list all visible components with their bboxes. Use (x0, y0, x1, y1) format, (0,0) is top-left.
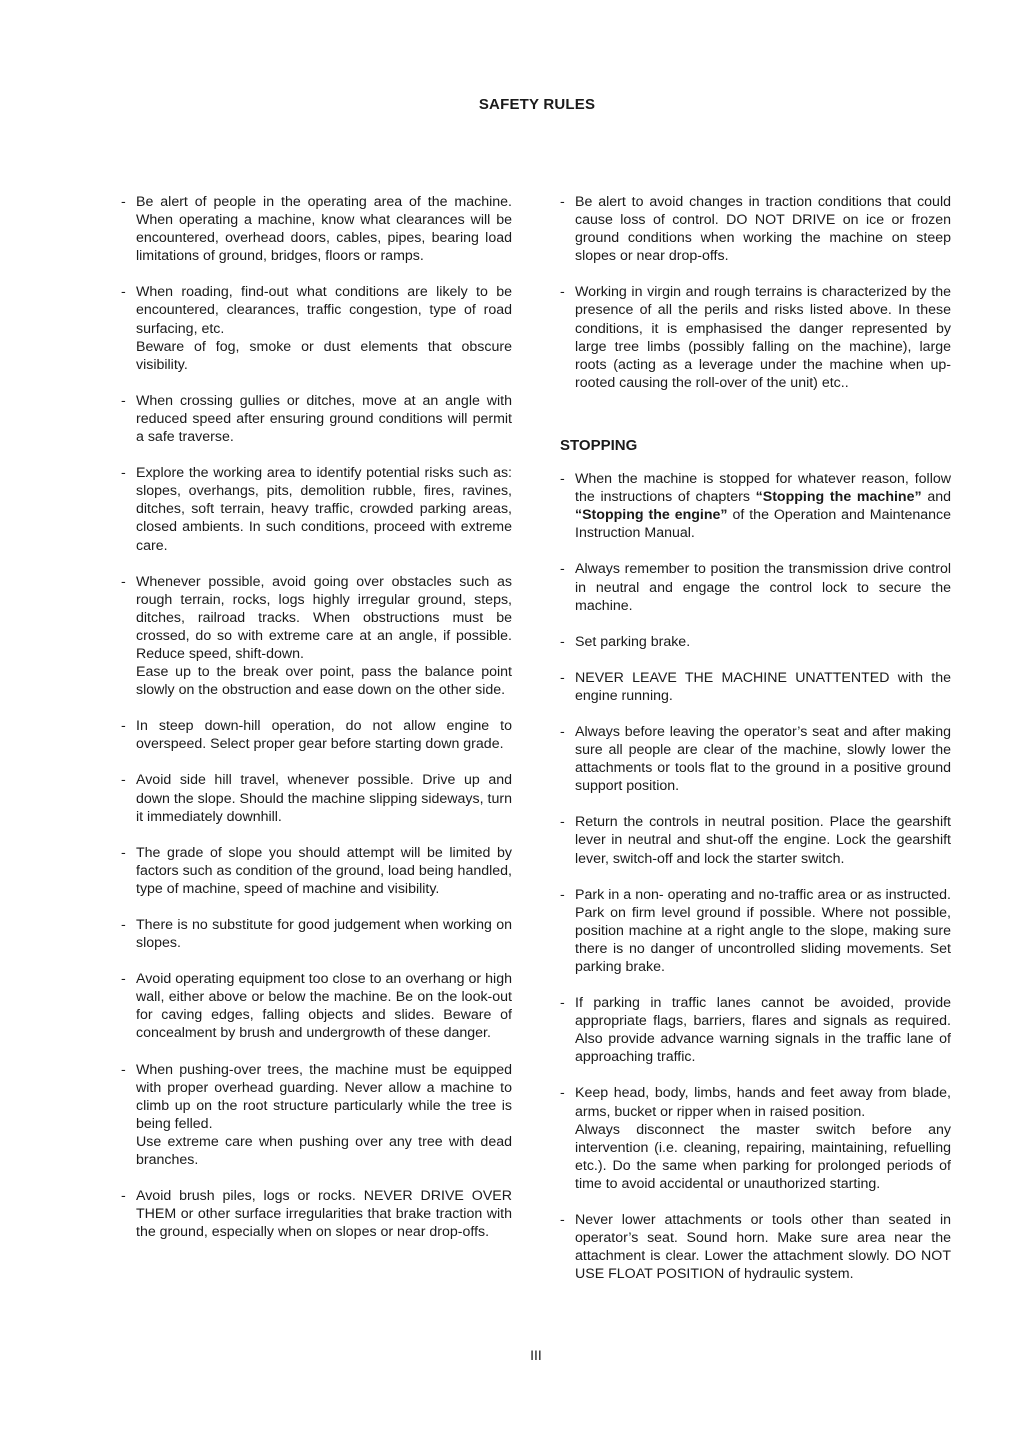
list-item (559, 886, 951, 976)
item-text (575, 470, 951, 542)
item-text: When crossing gullies or ditches, move at an angle with reduced speed after ensuring ground conditions will permit a safe traverse. (136, 392, 512, 446)
list-item (559, 723, 951, 795)
bullet-dash: - (560, 723, 565, 740)
bullet-dash: - (560, 995, 565, 1012)
bullet-dash: - (560, 886, 565, 903)
item-text: Avoid brush piles, logs or rocks. NEVER DRIVE OVER THEM or other surface irregularities that brake traction with the ground, especially when on slopes or near drop-offs. (136, 1188, 512, 1241)
item-text: Return the controls in neutral position. Place the gearshift lever in neutral and shut-off the engine. Lock the gearshift lever, switch-off and lock the starter switch. (575, 814, 951, 867)
item-text: Ease up to the break over point, pass the balance point slowly on the obstruction and ease down on the other side. (136, 664, 512, 699)
item-text: NEVER LEAVE THE MACHINE UNATTENTED with the engine running. (575, 669, 951, 704)
manual-reference: “Stopping the machine” (755, 489, 922, 506)
left-column (120, 193, 512, 1259)
item-text: Park in a non- operating and no-traffic area or as instructed. Park on firm level ground if possible. Where not possible, position machine at a right angle to the slope, making sure there is no danger of uncontrolled sliding movements. Set parking brake. (575, 886, 951, 975)
bullet-dash: - (121, 1188, 126, 1205)
bullet-dash: - (560, 1212, 565, 1229)
bullet-dash: - (121, 772, 126, 789)
item-text: Always disconnect the master switch before any intervention (i.e. cleaning, repairing, maintaining, refuelling etc.). Do the same when parking for prolonged periods of time to avoid accidental or unauthorized starting. (575, 1121, 951, 1192)
bullet-dash: - (121, 392, 126, 409)
list-item (559, 994, 951, 1066)
item-text: Keep head, body, limbs, hands and feet away from blade, arms, bucket or ripper when in raised position. (575, 1085, 951, 1120)
list-item (559, 669, 951, 705)
item-text: There is no substitute for good judgement when working on slopes. (136, 917, 512, 952)
item-text: When roading, find-out what conditions are likely to be encountered, clearances, traffic congestion, type of road surfacing, etc. (136, 284, 512, 337)
item-text: Always before leaving the operator’s seat and after making sure all people are clear of the machine, slowly lower the attachments or tools flat to the ground in a positive ground support position. (575, 723, 951, 795)
page-title: SAFETY RULES (478, 96, 596, 113)
bullet-dash: - (121, 971, 126, 988)
item-text: Use extreme care when pushing over any tree with dead branches. (136, 1133, 512, 1169)
item-text: The grade of slope you should attempt will be limited by factors such as condition of the ground, load being handled, type of machine, speed of machine and visibility. (136, 844, 512, 897)
list-item (120, 193, 512, 265)
list-item (559, 283, 951, 392)
bullet-dash: - (121, 844, 126, 861)
item-text: Working in virgin and rough terrains is characterized by the presence of all the perils and risks listed above. In these conditions, it is emphasised the danger represented by large tree limbs (possibly falling on the machine), large roots (acting as a leverage under the machine when up-rooted causing the roll-over of the unit) etc.. (575, 284, 951, 391)
item-text: Be alert to avoid changes in traction conditions that could cause loss of control. DO NOT DRIVE on ice or frozen ground conditions when working the machine on steep slopes or near drop-offs. (575, 194, 951, 265)
list-item (559, 1084, 951, 1193)
list-item (559, 193, 951, 265)
bullet-dash: - (121, 917, 126, 933)
right-column (559, 193, 951, 1301)
list-item (120, 970, 512, 1042)
item-text: Beware of fog, smoke or dust elements that obscure visibility. (136, 338, 512, 373)
list-item (120, 1187, 512, 1241)
item-text: Avoid operating equipment too close to an overhang or high wall, either above or below the machine. Be on the look-out for caving edges, falling objects and slides. Beware of concealment by brush and undergrowth of these danger. (136, 971, 512, 1042)
item-text: Be alert of people in the operating area of the machine. When operating a machine, know what clearances will be encountered, overhead doors, cables, pipes, bearing load limitations of ground, bridges, floors or ramps. (136, 194, 512, 265)
list-item (120, 283, 512, 373)
bullet-dash: - (560, 633, 565, 650)
list-item (120, 916, 512, 952)
item-text: In steep down-hill operation, do not allow engine to overspeed. Select proper gear before starting down grade. (136, 718, 512, 753)
item-text: Set parking brake. (575, 633, 691, 650)
item-text-part: and (921, 489, 951, 506)
item-text-part: When the machine is stopped for whatever reason, follow the instructions of chapters (575, 471, 951, 506)
bullet-dash: - (560, 471, 565, 488)
item-text: Avoid side hill travel, whenever possible. Drive up and down the slope. Should the machine slipping sideways, turn it immediately downhill. (136, 772, 512, 825)
list-item (120, 392, 512, 446)
list-item (559, 633, 951, 651)
item-text: If parking in traffic lanes cannot be avoided, provide appropriate flags, barriers, flares and signals as required. Also provide advance warning signals in the traffic lane of approaching traffic. (575, 995, 951, 1066)
section-heading-stopping: STOPPING (560, 436, 638, 454)
bullet-dash: - (560, 561, 565, 578)
item-text-part: of the Operation and Maintenance Instruction Manual. (575, 507, 951, 542)
bullet-dash: - (121, 284, 126, 301)
manual-reference: “Stopping the engine” (575, 507, 728, 524)
list-item (559, 560, 951, 614)
bullet-dash: - (121, 194, 126, 210)
list-item (559, 470, 951, 542)
item-text: Never lower attachments or tools other than seated in operator’s seat. Sound horn. Make sure area near the attachment is clear. Lower the attachment slowly. DO NOT USE FLOAT POSITION of hydraulic system. (575, 1212, 951, 1283)
item-text: When pushing-over trees, the machine must be equipped with proper overhead guarding. Never allow a machine to climb up on the root structure particularly while the tree is being felled. (136, 1061, 512, 1132)
bullet-dash: - (560, 669, 565, 686)
list-item (120, 1061, 512, 1170)
bullet-dash: - (121, 718, 126, 735)
page-number: III (530, 1347, 542, 1363)
item-text: Always remember to position the transmission drive control in neutral and engage the control lock to secure the machine. (575, 561, 951, 614)
list-item (559, 813, 951, 867)
bullet-dash: - (560, 814, 565, 831)
bullet-dash: - (121, 1061, 126, 1078)
list-item (120, 573, 512, 700)
bullet-dash: - (121, 465, 126, 482)
list-item (120, 464, 512, 554)
bullet-dash: - (560, 194, 565, 210)
list-item (559, 1211, 951, 1283)
list-item (120, 844, 512, 898)
bullet-dash: - (560, 1085, 565, 1102)
bullet-dash: - (121, 573, 126, 590)
item-text: Whenever possible, avoid going over obstacles such as rough terrain, rocks, logs highly irregular ground, steps, ditches, railroad tracks. When obstructions must be crossed, do so with extreme care at an angle, if possible. Reduce speed, shift-down. (136, 573, 512, 662)
list-item (120, 771, 512, 825)
list-item (120, 717, 512, 753)
bullet-dash: - (560, 284, 565, 301)
item-text: Explore the working area to identify potential risks such as: slopes, overhangs, pits, demolition rubble, fires, ravines, ditches, soft terrain, heavy traffic, crowded parking areas, closed ambients. In such conditions, proceed with extreme care. (136, 465, 512, 554)
